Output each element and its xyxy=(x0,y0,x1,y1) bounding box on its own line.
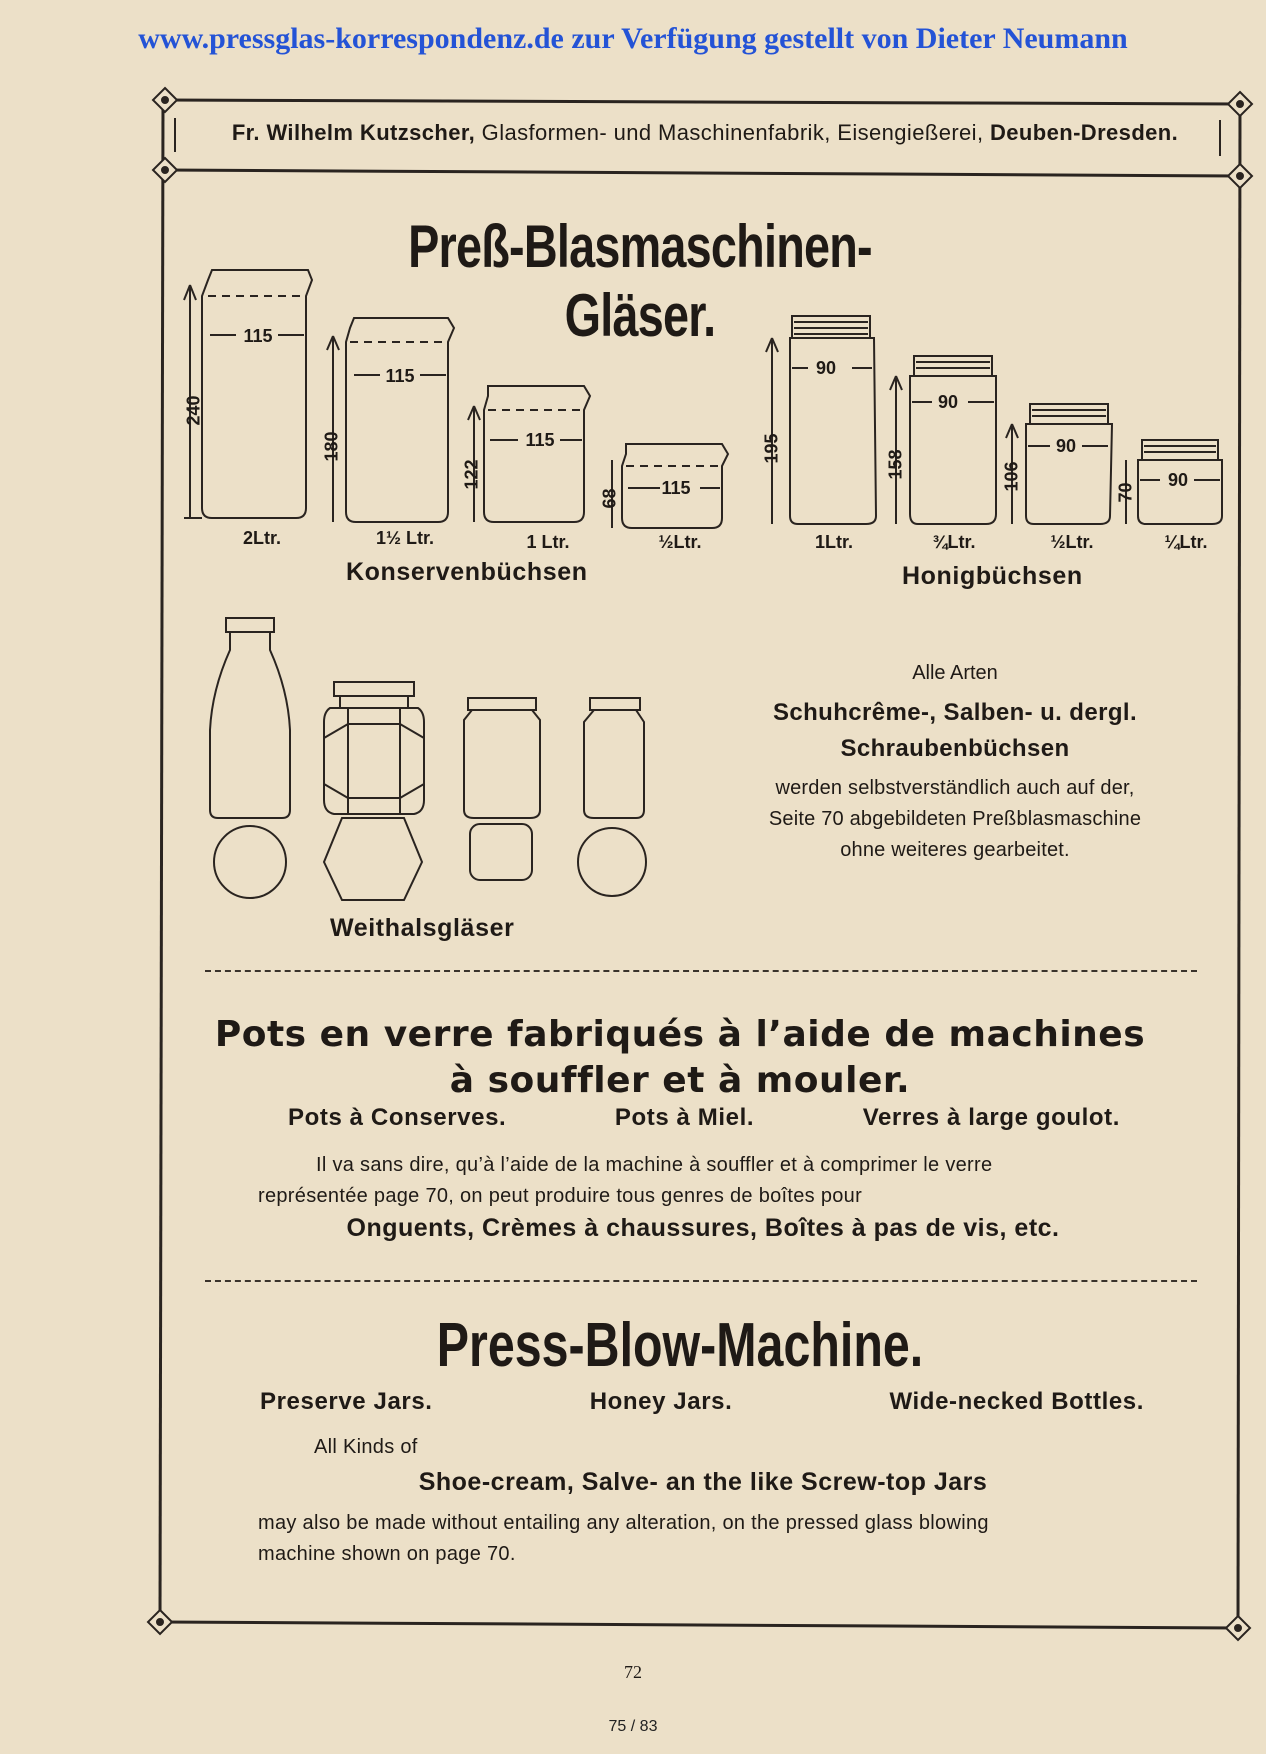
konserven-4-height: 68 xyxy=(599,488,620,509)
company-business: Glasformen- und Maschinenfabrik, Eisengießerei, xyxy=(475,120,990,145)
en-para-line-2: machine shown on page 70. xyxy=(258,1543,516,1565)
en-line-1: All Kinds of xyxy=(314,1436,418,1458)
honig-1-width: 90 xyxy=(815,358,837,378)
fr-category-conserves: Pots à Conserves. xyxy=(288,1104,507,1131)
honig-3-volume: ½Ltr. xyxy=(1050,532,1094,552)
weithals-label: Weithalsgläser xyxy=(330,914,515,942)
corner-ornament-bl xyxy=(148,1610,172,1634)
french-categories xyxy=(288,1104,1120,1132)
title-french xyxy=(200,1012,1160,1104)
jar-weithals-round xyxy=(578,698,646,896)
divider-1 xyxy=(205,970,1197,972)
honig-2-volume: ¾Ltr. xyxy=(932,532,976,552)
info-body xyxy=(735,773,1175,866)
corner-ornament-br xyxy=(1226,1616,1250,1640)
konserven-2-width: 115 xyxy=(385,366,415,386)
konserven-3-volume: 1 Ltr. xyxy=(526,532,570,552)
info-line-2: Schuhcrême-, Salben- u. dergl. xyxy=(772,699,1138,726)
fr-category-miel: Pots à Miel. xyxy=(614,1104,755,1131)
fr-para-line-2: représentée page 70, on peut produire tous genres de boîtes pour xyxy=(258,1185,863,1207)
divider-2 xyxy=(205,1280,1197,1282)
honig-1-height: 195 xyxy=(761,433,782,464)
info-line-6: ohne weiteres gearbeitet. xyxy=(840,839,1070,861)
english-categories xyxy=(260,1388,1144,1416)
company-name: Fr. Wilhelm Kutzscher, xyxy=(231,120,476,145)
en-category-preserve: Preserve Jars. xyxy=(260,1388,433,1415)
konserven-3-width: 115 xyxy=(525,430,555,450)
konserven-1-width: 115 xyxy=(243,326,273,346)
jar-weithals-hexagonal xyxy=(324,682,424,900)
french-paragraph xyxy=(258,1150,1148,1212)
konserven-2-volume: 1½ Ltr. xyxy=(375,528,435,548)
title-french-line-1: Pots en verre fabriqués à l’aide de machines xyxy=(214,1014,1146,1055)
page-number: 72 xyxy=(624,1662,642,1682)
en-line-2: Shoe-cream, Salve- an the like Screw-top Jars xyxy=(418,1468,988,1496)
fr-para-line-1: Il va sans dire, qu’à l’aide de la machine à souffler et à comprimer le verre xyxy=(316,1154,993,1176)
konserven-2-height: 180 xyxy=(321,431,342,462)
konserven-3-height: 122 xyxy=(461,459,482,490)
title-german: Preß-Blasmaschinen-Gläser. xyxy=(408,213,872,349)
company-location: Deuben-Dresden. xyxy=(990,120,1179,145)
konserven-1-height: 240 xyxy=(183,395,204,426)
konserven-4-volume: ½Ltr. xyxy=(658,532,702,552)
honig-4-height: 70 xyxy=(1115,482,1136,503)
honig-2-height: 158 xyxy=(885,449,906,480)
info-line-5: Seite 70 abgebildeten Preßblasmaschine xyxy=(768,808,1142,830)
info-line-3: Schraubenbüchsen xyxy=(840,735,1070,762)
pdf-page-indicator: 75 / 83 xyxy=(608,1718,658,1735)
info-german xyxy=(735,662,1175,866)
title-french-line-2: à souffler et à mouler. xyxy=(449,1060,911,1101)
honig-3-height: 106 xyxy=(1001,461,1022,492)
honig-2-width: 90 xyxy=(937,392,959,412)
honig-label: Honigbüchsen xyxy=(902,562,1083,590)
title-english: Press-Blow-Machine. xyxy=(436,1311,924,1380)
jar-weithals-square xyxy=(464,698,540,880)
english-paragraph xyxy=(258,1508,1148,1570)
jar-konserven-1l xyxy=(468,386,590,522)
info-line-4: werden selbstverständlich auch auf der, xyxy=(775,777,1135,799)
honig-3-width: 90 xyxy=(1055,436,1077,456)
en-category-wide-necked: Wide-necked Bottles. xyxy=(889,1388,1144,1415)
info-line-1: Alle Arten xyxy=(912,662,998,684)
en-para-line-1: may also be made without entailing any alteration, on the pressed glass blowing xyxy=(258,1512,989,1534)
honig-4-volume: ¼Ltr. xyxy=(1164,532,1208,552)
jar-honig-0-75l xyxy=(890,356,996,524)
konserven-1-volume: 2Ltr. xyxy=(242,528,281,548)
honig-1-volume: 1Ltr. xyxy=(814,532,853,552)
fr-para-line-3: Onguents, Crèmes à chaussures, Boîtes à pas de vis, etc. xyxy=(346,1214,1060,1242)
fr-category-goulot: Verres à large goulot. xyxy=(862,1104,1120,1131)
konserven-4-width: 115 xyxy=(661,478,691,498)
honig-4-width: 90 xyxy=(1167,470,1189,490)
source-link[interactable]: www.pressglas-korrespondenz.de zur Verfügung gestellt von Dieter Neumann xyxy=(138,22,1128,55)
konserven-label: Konservenbüchsen xyxy=(346,558,588,586)
jar-konserven-1-5l xyxy=(327,318,454,522)
en-category-honey: Honey Jars. xyxy=(589,1388,733,1415)
bottle-weithals-1 xyxy=(210,618,290,898)
jar-honig-1l xyxy=(766,316,876,524)
